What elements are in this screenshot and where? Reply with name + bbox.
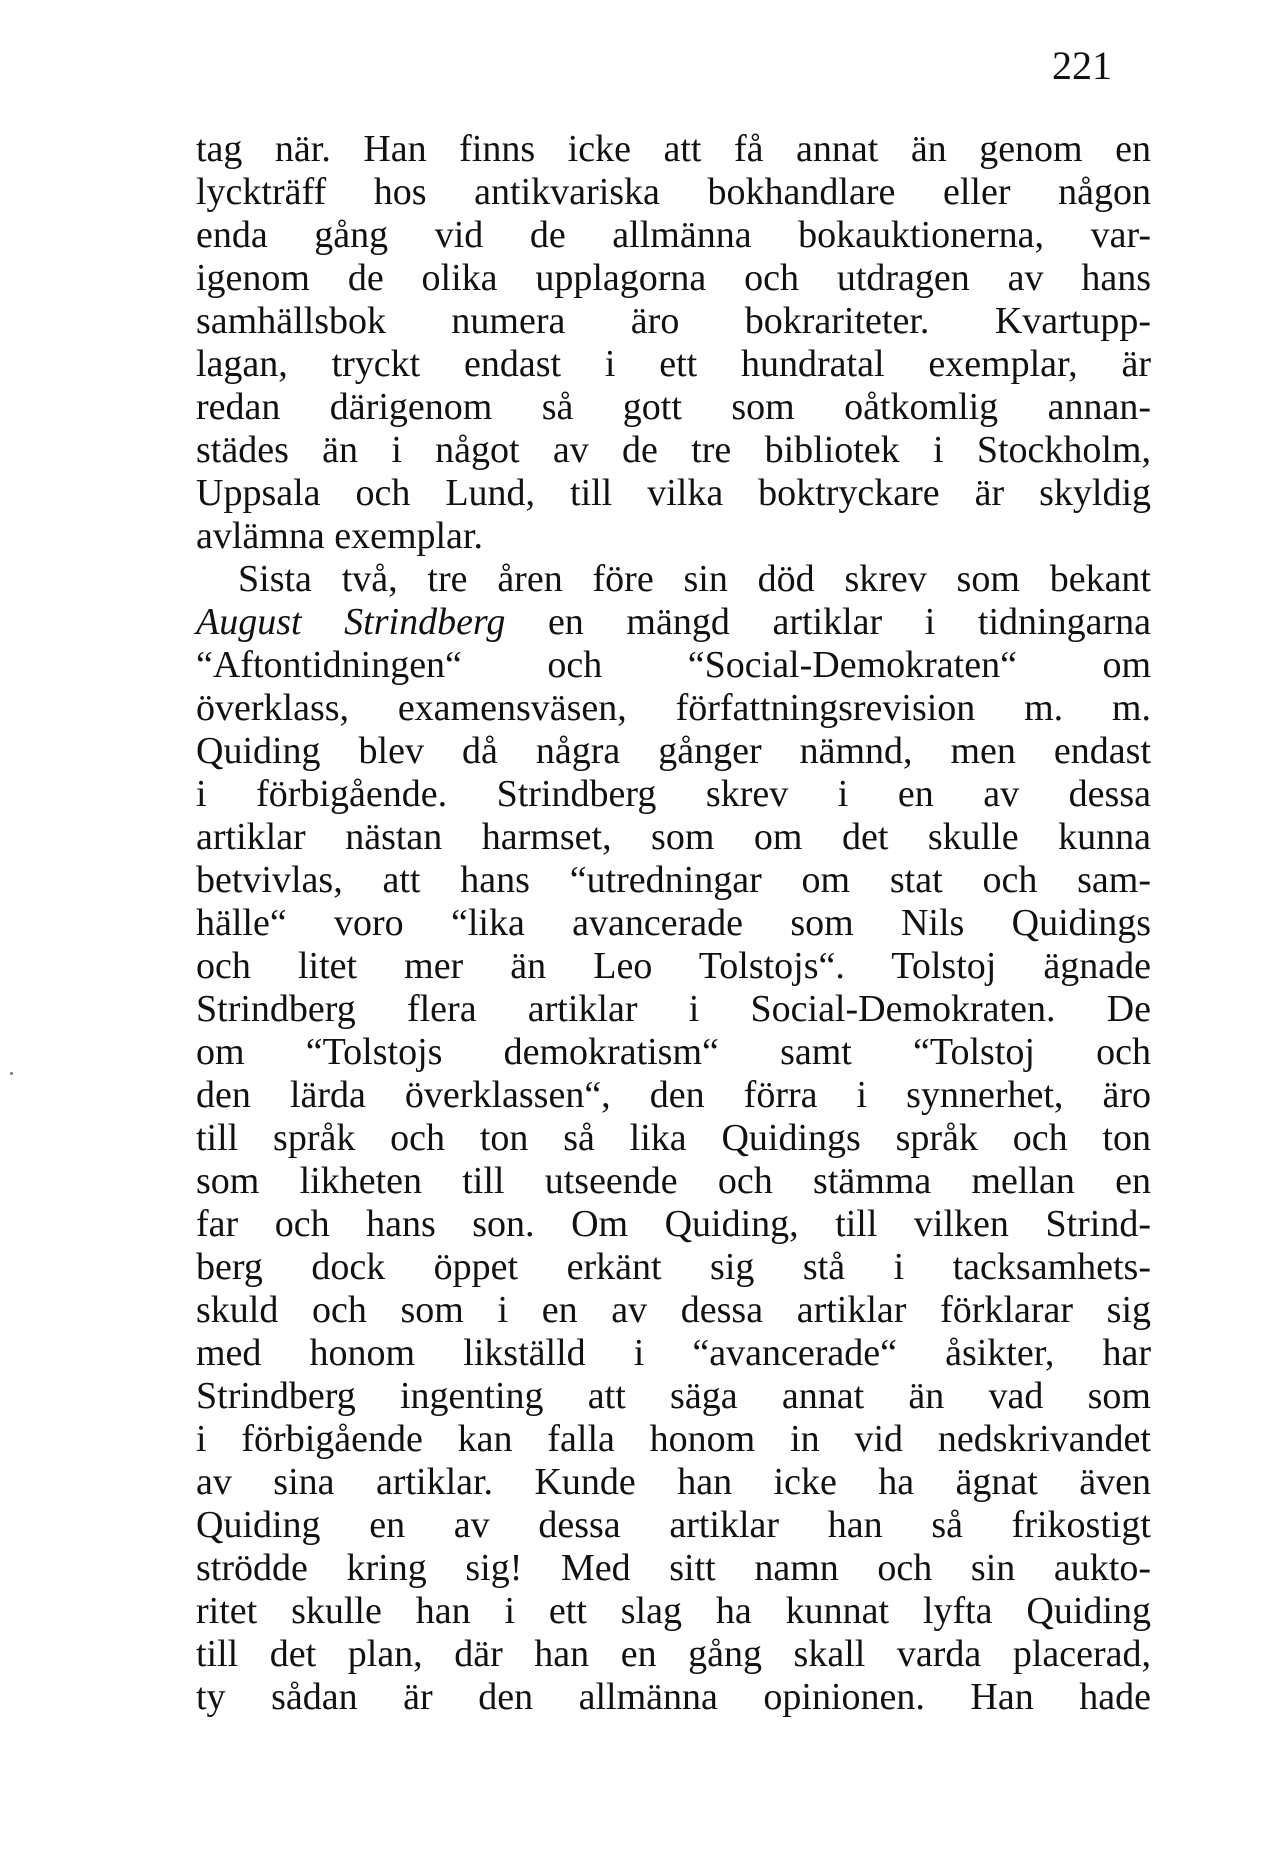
text-line: Uppsala och Lund, till vilka boktryckare är skyldig	[196, 472, 1151, 514]
text-line: redan därigenom så gott som oåtkomlig annan-	[196, 386, 1151, 428]
text-line: och litet mer än Leo Tolstojs“. Tolstoj ägnade	[196, 945, 1151, 987]
text-line	[196, 601, 1151, 644]
text-line: hälle“ voro “lika avancerade som Nils Quidings	[196, 902, 1151, 944]
text-line: strödde kring sig! Med sitt namn och sin aukto-	[196, 1547, 1151, 1589]
page-number: 221	[1052, 43, 1112, 88]
text-line: enda gång vid de allmänna bokauktionerna, var-	[196, 214, 1151, 256]
text-line: tag när. Han finns icke att få annat än genom en	[196, 128, 1151, 170]
scan-speck	[10, 1072, 13, 1075]
text-line: betvivlas, att hans “utredningar om stat och sam-	[196, 859, 1151, 901]
text-line: städes än i något av de tre bibliotek i Stockholm,	[196, 429, 1151, 471]
text-line: igenom de olika upplagorna och utdragen av hans	[196, 257, 1151, 299]
text-line: ty sådan är den allmänna opinionen. Han hade	[196, 1676, 1151, 1718]
text-line: Sista två, tre åren före sin död skrev som bekant	[238, 558, 1151, 600]
text-line: överklass, examensväsen, författningsrevision m. m.	[196, 687, 1151, 729]
body-text	[196, 128, 1151, 1719]
text-line: avlämna exemplar.	[196, 515, 483, 557]
text-line: samhällsbok numera äro bokrariteter. Kvartupp-	[196, 300, 1151, 342]
text-line: med honom likställd i “avancerade“ åsikter, har	[196, 1332, 1151, 1374]
text-line-rest: en mängd artiklar i tidningarna	[505, 601, 1151, 643]
text-line: om “Tolstojs demokratism“ samt “Tolstoj och	[196, 1031, 1151, 1073]
text-line: artiklar nästan harmset, som om det skulle kunna	[196, 816, 1151, 858]
text-line: Quiding blev då några gånger nämnd, men endast	[196, 730, 1151, 772]
text-line: den lärda överklassen“, den förra i synnerhet, äro	[196, 1074, 1151, 1116]
text-line: lyckträff hos antikvariska bokhandlare eller någon	[196, 171, 1151, 213]
text-line: lagan, tryckt endast i ett hundratal exemplar, är	[196, 343, 1151, 385]
text-line: Strindberg flera artiklar i Social-Demokraten. De	[196, 988, 1151, 1030]
text-line: far och hans son. Om Quiding, till vilken Strind-	[196, 1203, 1151, 1245]
text-line: till det plan, där han en gång skall varda placerad,	[196, 1633, 1151, 1675]
italic-name: August Strindberg	[196, 601, 506, 643]
text-line: “Aftontidningen“ och “Social-Demokraten“ om	[196, 644, 1151, 686]
text-line: ritet skulle han i ett slag ha kunnat lyfta Quiding	[196, 1590, 1151, 1632]
text-line: Strindberg ingenting att säga annat än vad som	[196, 1375, 1151, 1417]
text-line: skuld och som i en av dessa artiklar förklarar sig	[196, 1289, 1151, 1331]
text-line: som likheten till utseende och stämma mellan en	[196, 1160, 1151, 1202]
text-line: i förbigående kan falla honom in vid nedskrivandet	[196, 1418, 1151, 1460]
text-line: av sina artiklar. Kunde han icke ha ägnat även	[196, 1461, 1151, 1503]
text-line: i förbigående. Strindberg skrev i en av dessa	[196, 773, 1151, 815]
text-line: till språk och ton så lika Quidings språk och ton	[196, 1117, 1151, 1159]
text-line: berg dock öppet erkänt sig stå i tacksamhets-	[196, 1246, 1151, 1288]
text-line: Quiding en av dessa artiklar han så frikostigt	[196, 1504, 1151, 1546]
